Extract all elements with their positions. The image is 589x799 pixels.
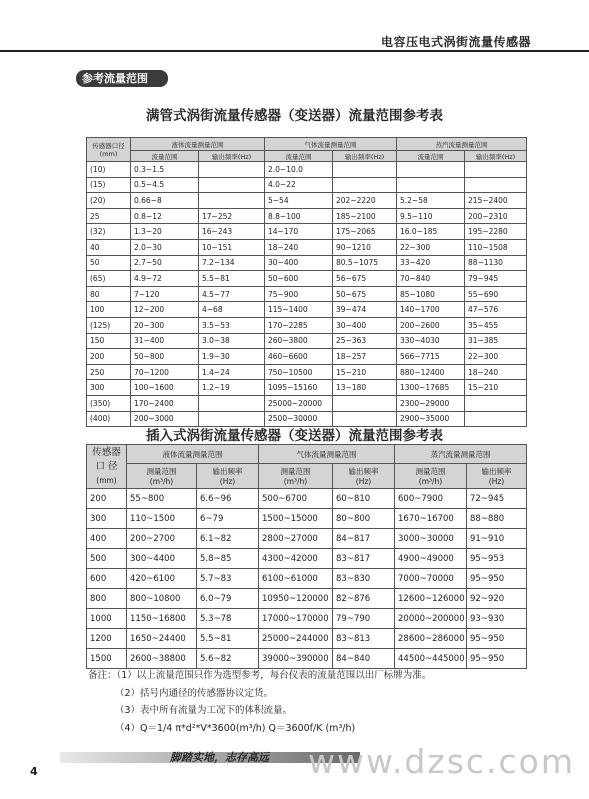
value-cell: 3000~30000 (395, 529, 467, 549)
table2-subheader-range (127, 464, 197, 489)
table1 (86, 137, 527, 427)
value-cell: 0.3~1.5 (131, 162, 199, 178)
value-cell: 2500~30000 (265, 411, 333, 427)
value-cell: 50~675 (333, 286, 397, 302)
value-cell: 175~2065 (333, 224, 397, 240)
value-cell: 115~1400 (265, 302, 333, 318)
freq-unit: (Hz) (219, 477, 236, 486)
value-cell: 0.5~4.5 (131, 177, 199, 193)
value-cell: 5.5~81 (199, 271, 265, 287)
caliber-cell: 25 (87, 208, 131, 224)
value-cell (397, 177, 465, 193)
value-cell: 4.0~22 (265, 177, 333, 193)
value-cell (465, 162, 527, 178)
value-cell: 17~252 (199, 208, 265, 224)
value-cell: 56~675 (333, 271, 397, 287)
caliber-cell: (10) (87, 162, 131, 178)
value-cell: 25000~244000 (259, 629, 333, 649)
caliber-cell: 600 (87, 569, 127, 589)
freq-unit: (Hz) (355, 477, 372, 486)
value-cell: 140~1700 (397, 302, 465, 318)
table1-row (87, 193, 527, 209)
table2-subheader-range (259, 464, 333, 489)
value-cell: 5.8~85 (197, 549, 259, 569)
table2-header-liquid: 液体流量测量范围 (127, 445, 259, 464)
caliber-cell: (65) (87, 271, 131, 287)
table2-header-steam: 蒸汽流量测量范围 (395, 445, 527, 464)
value-cell (397, 162, 465, 178)
value-cell: 25000~20000 (265, 395, 333, 411)
value-cell (199, 177, 265, 193)
caliber-cell: 300 (87, 509, 127, 529)
value-cell: 200~2310 (465, 208, 527, 224)
table2-header-caliber (87, 445, 127, 489)
table2-row (87, 509, 527, 529)
value-cell: 30~400 (333, 317, 397, 333)
caliber-cell: 200 (87, 489, 127, 509)
value-cell: 83~813 (333, 629, 395, 649)
value-cell: 16.0~185 (397, 224, 465, 240)
value-cell: 2800~27000 (259, 529, 333, 549)
value-cell: 18~257 (333, 349, 397, 365)
value-cell: 5.6~82 (197, 649, 259, 669)
table1-subheader-range: 流量范围 (131, 151, 199, 162)
value-cell: 110~1508 (465, 239, 527, 255)
table1-row (87, 224, 527, 240)
value-cell: 20000~200000 (395, 609, 467, 629)
value-cell: 6.0~79 (197, 589, 259, 609)
value-cell: 6.6~96 (197, 489, 259, 509)
value-cell: 260~3800 (265, 333, 333, 349)
table2-row (87, 569, 527, 589)
value-cell: 12600~126000 (395, 589, 467, 609)
caliber-cell: (32) (87, 224, 131, 240)
value-cell: 95~953 (467, 549, 527, 569)
table1-header-gas: 气体流量测量范围 (265, 138, 397, 151)
value-cell: 4~68 (199, 302, 265, 318)
table1-row (87, 286, 527, 302)
value-cell: 880~12400 (397, 364, 465, 380)
table1-header-caliber: 传感器口径(mm) (87, 138, 131, 162)
value-cell: 70~840 (397, 271, 465, 287)
value-cell: 7000~70000 (395, 569, 467, 589)
value-cell: 92~920 (467, 589, 527, 609)
table1-subheader-range: 流量范围 (265, 151, 333, 162)
freq-label: 输出频率 (212, 467, 243, 476)
value-cell: 17000~170000 (259, 609, 333, 629)
table1-subheader-freq: 输出频率(Hz) (465, 151, 527, 162)
table2-row (87, 549, 527, 569)
value-cell: 95~950 (467, 649, 527, 669)
value-cell: 31~400 (131, 333, 199, 349)
table2-row (87, 489, 527, 509)
caliber-cell: 250 (87, 364, 131, 380)
value-cell: 4.9~72 (131, 271, 199, 287)
value-cell: 55~690 (465, 286, 527, 302)
range-unit: (m³/h) (149, 477, 174, 486)
value-cell: 18~240 (265, 239, 333, 255)
table1-header-liquid: 液体流量测量范围 (131, 138, 265, 151)
value-cell: 75~900 (265, 286, 333, 302)
value-cell: 80~800 (333, 509, 395, 529)
value-cell: 16~243 (199, 224, 265, 240)
range-label: 测量范围 (146, 467, 177, 476)
value-cell: 3.0~38 (199, 333, 265, 349)
value-cell: 500~6700 (259, 489, 333, 509)
value-cell (333, 177, 397, 193)
value-cell: 1650~24400 (127, 629, 197, 649)
table1-row (87, 302, 527, 318)
value-cell: 566~7715 (397, 349, 465, 365)
value-cell: 2.7~50 (131, 255, 199, 271)
value-cell: 28600~286000 (395, 629, 467, 649)
table2-subheader-freq (467, 464, 527, 489)
table2-title: 插入式涡街流量传感器（变送器）流量范围参考表 (146, 428, 443, 444)
note-4: （4）Q＝1/4 π*d²*V*3600(m³/h) Q＝3600f/K (m³/h) (115, 722, 356, 734)
table2 (86, 444, 527, 669)
value-cell: 84~840 (333, 649, 395, 669)
table1-row (87, 255, 527, 271)
value-cell: 33~420 (397, 255, 465, 271)
value-cell: 202~2220 (333, 193, 397, 209)
value-cell: 12~200 (131, 302, 199, 318)
table1-row (87, 349, 527, 365)
range-label: 测量范围 (415, 467, 446, 476)
freq-label: 输出频率 (481, 467, 512, 476)
table2-subheader-freq (333, 464, 395, 489)
table2-row (87, 529, 527, 549)
value-cell: 25~363 (333, 333, 397, 349)
value-cell: 91~910 (467, 529, 527, 549)
value-cell: 79~945 (465, 271, 527, 287)
value-cell (333, 162, 397, 178)
value-cell: 600~7900 (395, 489, 467, 509)
value-cell: 22~300 (465, 349, 527, 365)
caliber-cell: (15) (87, 177, 131, 193)
value-cell: 5.3~78 (197, 609, 259, 629)
value-cell: 93~930 (467, 609, 527, 629)
value-cell: 5.5~81 (197, 629, 259, 649)
value-cell: 1150~16800 (127, 609, 197, 629)
value-cell: 15~210 (465, 380, 527, 396)
value-cell: 170~2400 (131, 395, 199, 411)
value-cell: 95~950 (467, 569, 527, 589)
table1-row (87, 177, 527, 193)
caliber-cell: 1200 (87, 629, 127, 649)
table2-header-caliber-line3: (mm) (96, 475, 117, 485)
value-cell: 47~576 (465, 302, 527, 318)
value-cell: 100~1600 (131, 380, 199, 396)
value-cell: 1.3~20 (131, 224, 199, 240)
value-cell: 200~2600 (397, 317, 465, 333)
value-cell: 330~4030 (397, 333, 465, 349)
value-cell: 39~474 (333, 302, 397, 318)
value-cell: 80.5~1075 (333, 255, 397, 271)
caliber-cell: 300 (87, 380, 131, 396)
value-cell: 6100~61000 (259, 569, 333, 589)
note-3: （3）表中所有流量为工况下的体积流量。 (115, 705, 293, 716)
watermark: www.dzsc.com (308, 742, 576, 781)
table1-subheader-range: 流量范围 (397, 151, 465, 162)
value-cell: 750~10500 (265, 364, 333, 380)
table1-row (87, 333, 527, 349)
table1-row (87, 271, 527, 287)
value-cell: 15~210 (333, 364, 397, 380)
range-label: 测量范围 (280, 467, 311, 476)
value-cell: 200~2700 (127, 529, 197, 549)
value-cell: 30~400 (265, 255, 333, 271)
table2-row (87, 629, 527, 649)
caliber-cell: 1000 (87, 609, 127, 629)
value-cell: 2900~35000 (397, 411, 465, 427)
value-cell: 22~300 (397, 239, 465, 255)
value-cell: 170~2285 (265, 317, 333, 333)
value-cell: 50~800 (131, 349, 199, 365)
caliber-cell: 400 (87, 529, 127, 549)
table1-row (87, 239, 527, 255)
value-cell (465, 395, 527, 411)
value-cell: 85~1080 (397, 286, 465, 302)
value-cell: 5.7~83 (197, 569, 259, 589)
value-cell: 1.2~19 (199, 380, 265, 396)
caliber-cell: 40 (87, 239, 131, 255)
value-cell: 83~817 (333, 549, 395, 569)
table2-header-gas: 气体流量测量范围 (259, 445, 395, 464)
value-cell: 90~1210 (333, 239, 397, 255)
table1-row (87, 317, 527, 333)
value-cell: 5.2~58 (397, 193, 465, 209)
value-cell: 35~455 (465, 317, 527, 333)
value-cell: 2300~29000 (397, 395, 465, 411)
table2-row (87, 609, 527, 629)
notes (88, 667, 431, 737)
value-cell: 0.66~8 (131, 193, 199, 209)
caliber-cell: 1500 (87, 649, 127, 669)
value-cell: 800~10800 (127, 589, 197, 609)
table1-row (87, 395, 527, 411)
value-cell: 72~945 (467, 489, 527, 509)
table2-header-caliber-line1: 传感器 (92, 446, 121, 458)
value-cell: 5~54 (265, 193, 333, 209)
caliber-cell: 150 (87, 333, 131, 349)
caliber-cell: 200 (87, 349, 131, 365)
value-cell (199, 162, 265, 178)
value-cell: 195~2280 (465, 224, 527, 240)
value-cell: 7~120 (131, 286, 199, 302)
page-number: 4 (30, 765, 38, 778)
value-cell: 1670~16700 (395, 509, 467, 529)
value-cell: 95~950 (467, 629, 527, 649)
value-cell (333, 395, 397, 411)
value-cell: 44500~445000 (395, 649, 467, 669)
table2-subheader-range (395, 464, 467, 489)
value-cell: 1300~17685 (397, 380, 465, 396)
value-cell: 4.5~77 (199, 286, 265, 302)
value-cell: 14~170 (265, 224, 333, 240)
value-cell: 10950~120000 (259, 589, 333, 609)
table1-row (87, 364, 527, 380)
caliber-cell: (20) (87, 193, 131, 209)
caliber-cell: 80 (87, 286, 131, 302)
value-cell: 55~800 (127, 489, 197, 509)
value-cell: 420~6100 (127, 569, 197, 589)
value-cell: 83~830 (333, 569, 395, 589)
range-unit: (m³/h) (283, 477, 308, 486)
value-cell: 460~6600 (265, 349, 333, 365)
value-cell: 200~3000 (131, 411, 199, 427)
value-cell: 1500~15000 (259, 509, 333, 529)
value-cell (199, 193, 265, 209)
footer-slogan: 脚踏实地，志存高远 (170, 751, 269, 764)
value-cell: 4900~49000 (395, 549, 467, 569)
value-cell: 79~790 (333, 609, 395, 629)
table1-row (87, 380, 527, 396)
value-cell: 13~180 (333, 380, 397, 396)
value-cell: 300~4400 (127, 549, 197, 569)
value-cell: 0.8~12 (131, 208, 199, 224)
table1-subheader-freq: 输出频率(Hz) (333, 151, 397, 162)
value-cell: 31~385 (465, 333, 527, 349)
freq-label: 输出频率 (348, 467, 379, 476)
value-cell (465, 177, 527, 193)
value-cell: 82~876 (333, 589, 395, 609)
value-cell: 1.9~30 (199, 349, 265, 365)
value-cell: 110~1500 (127, 509, 197, 529)
table2-subheader-freq (197, 464, 259, 489)
value-cell: 39000~390000 (259, 649, 333, 669)
value-cell: 3.5~53 (199, 317, 265, 333)
value-cell: 7.2~134 (199, 255, 265, 271)
value-cell: 6.1~82 (197, 529, 259, 549)
value-cell: 9.5~110 (397, 208, 465, 224)
value-cell: 18~240 (465, 364, 527, 380)
table2-header-caliber-line2: 口 径 (95, 460, 118, 472)
value-cell: 88~1130 (465, 255, 527, 271)
value-cell: 10~151 (199, 239, 265, 255)
note-2: （2）括号内通径的传感器协议定货。 (115, 687, 274, 699)
table1-row (87, 162, 527, 178)
value-cell: 215~2400 (465, 193, 527, 209)
caliber-cell: (400) (87, 411, 131, 427)
table2-row (87, 649, 527, 669)
table2-row (87, 589, 527, 609)
value-cell: 84~817 (333, 529, 395, 549)
table1-header-steam: 蒸汽流量测量范围 (397, 138, 527, 151)
caliber-cell: (350) (87, 395, 131, 411)
value-cell: 60~810 (333, 489, 395, 509)
value-cell (199, 395, 265, 411)
caliber-cell: 800 (87, 589, 127, 609)
table1-row (87, 208, 527, 224)
header-title: 电容压电式涡街流量传感器 (380, 35, 531, 49)
section-tag: 参考流量范围 (76, 70, 168, 87)
value-cell: 6~79 (197, 509, 259, 529)
table1-title: 满管式涡街流量传感器（变送器）流量范围参考表 (146, 108, 443, 124)
value-cell: 2.0~10.0 (265, 162, 333, 178)
freq-unit: (Hz) (488, 477, 505, 486)
value-cell: 1095~15160 (265, 380, 333, 396)
caliber-cell: 100 (87, 302, 131, 318)
caliber-cell: 500 (87, 549, 127, 569)
value-cell: 1.4~24 (199, 364, 265, 380)
value-cell: 20~300 (131, 317, 199, 333)
caliber-cell: 50 (87, 255, 131, 271)
note-1: 备注：（1）以上流量范围只作为选型参考，每台仪表的流量范围以出厂标牌为准。 (88, 670, 432, 681)
caliber-cell: (125) (87, 317, 131, 333)
range-unit: (m³/h) (418, 477, 443, 486)
value-cell: 2600~38800 (127, 649, 197, 669)
header-rule (0, 50, 589, 52)
value-cell: 4300~42000 (259, 549, 333, 569)
value-cell: 8.8~100 (265, 208, 333, 224)
value-cell: 50~600 (265, 271, 333, 287)
value-cell: 2.0~30 (131, 239, 199, 255)
value-cell: 70~1200 (131, 364, 199, 380)
table1-subheader-freq: 输出频率(Hz) (199, 151, 265, 162)
value-cell: 88~880 (467, 509, 527, 529)
table2-body (87, 489, 527, 669)
value-cell: 185~2100 (333, 208, 397, 224)
table1-body (87, 162, 527, 427)
